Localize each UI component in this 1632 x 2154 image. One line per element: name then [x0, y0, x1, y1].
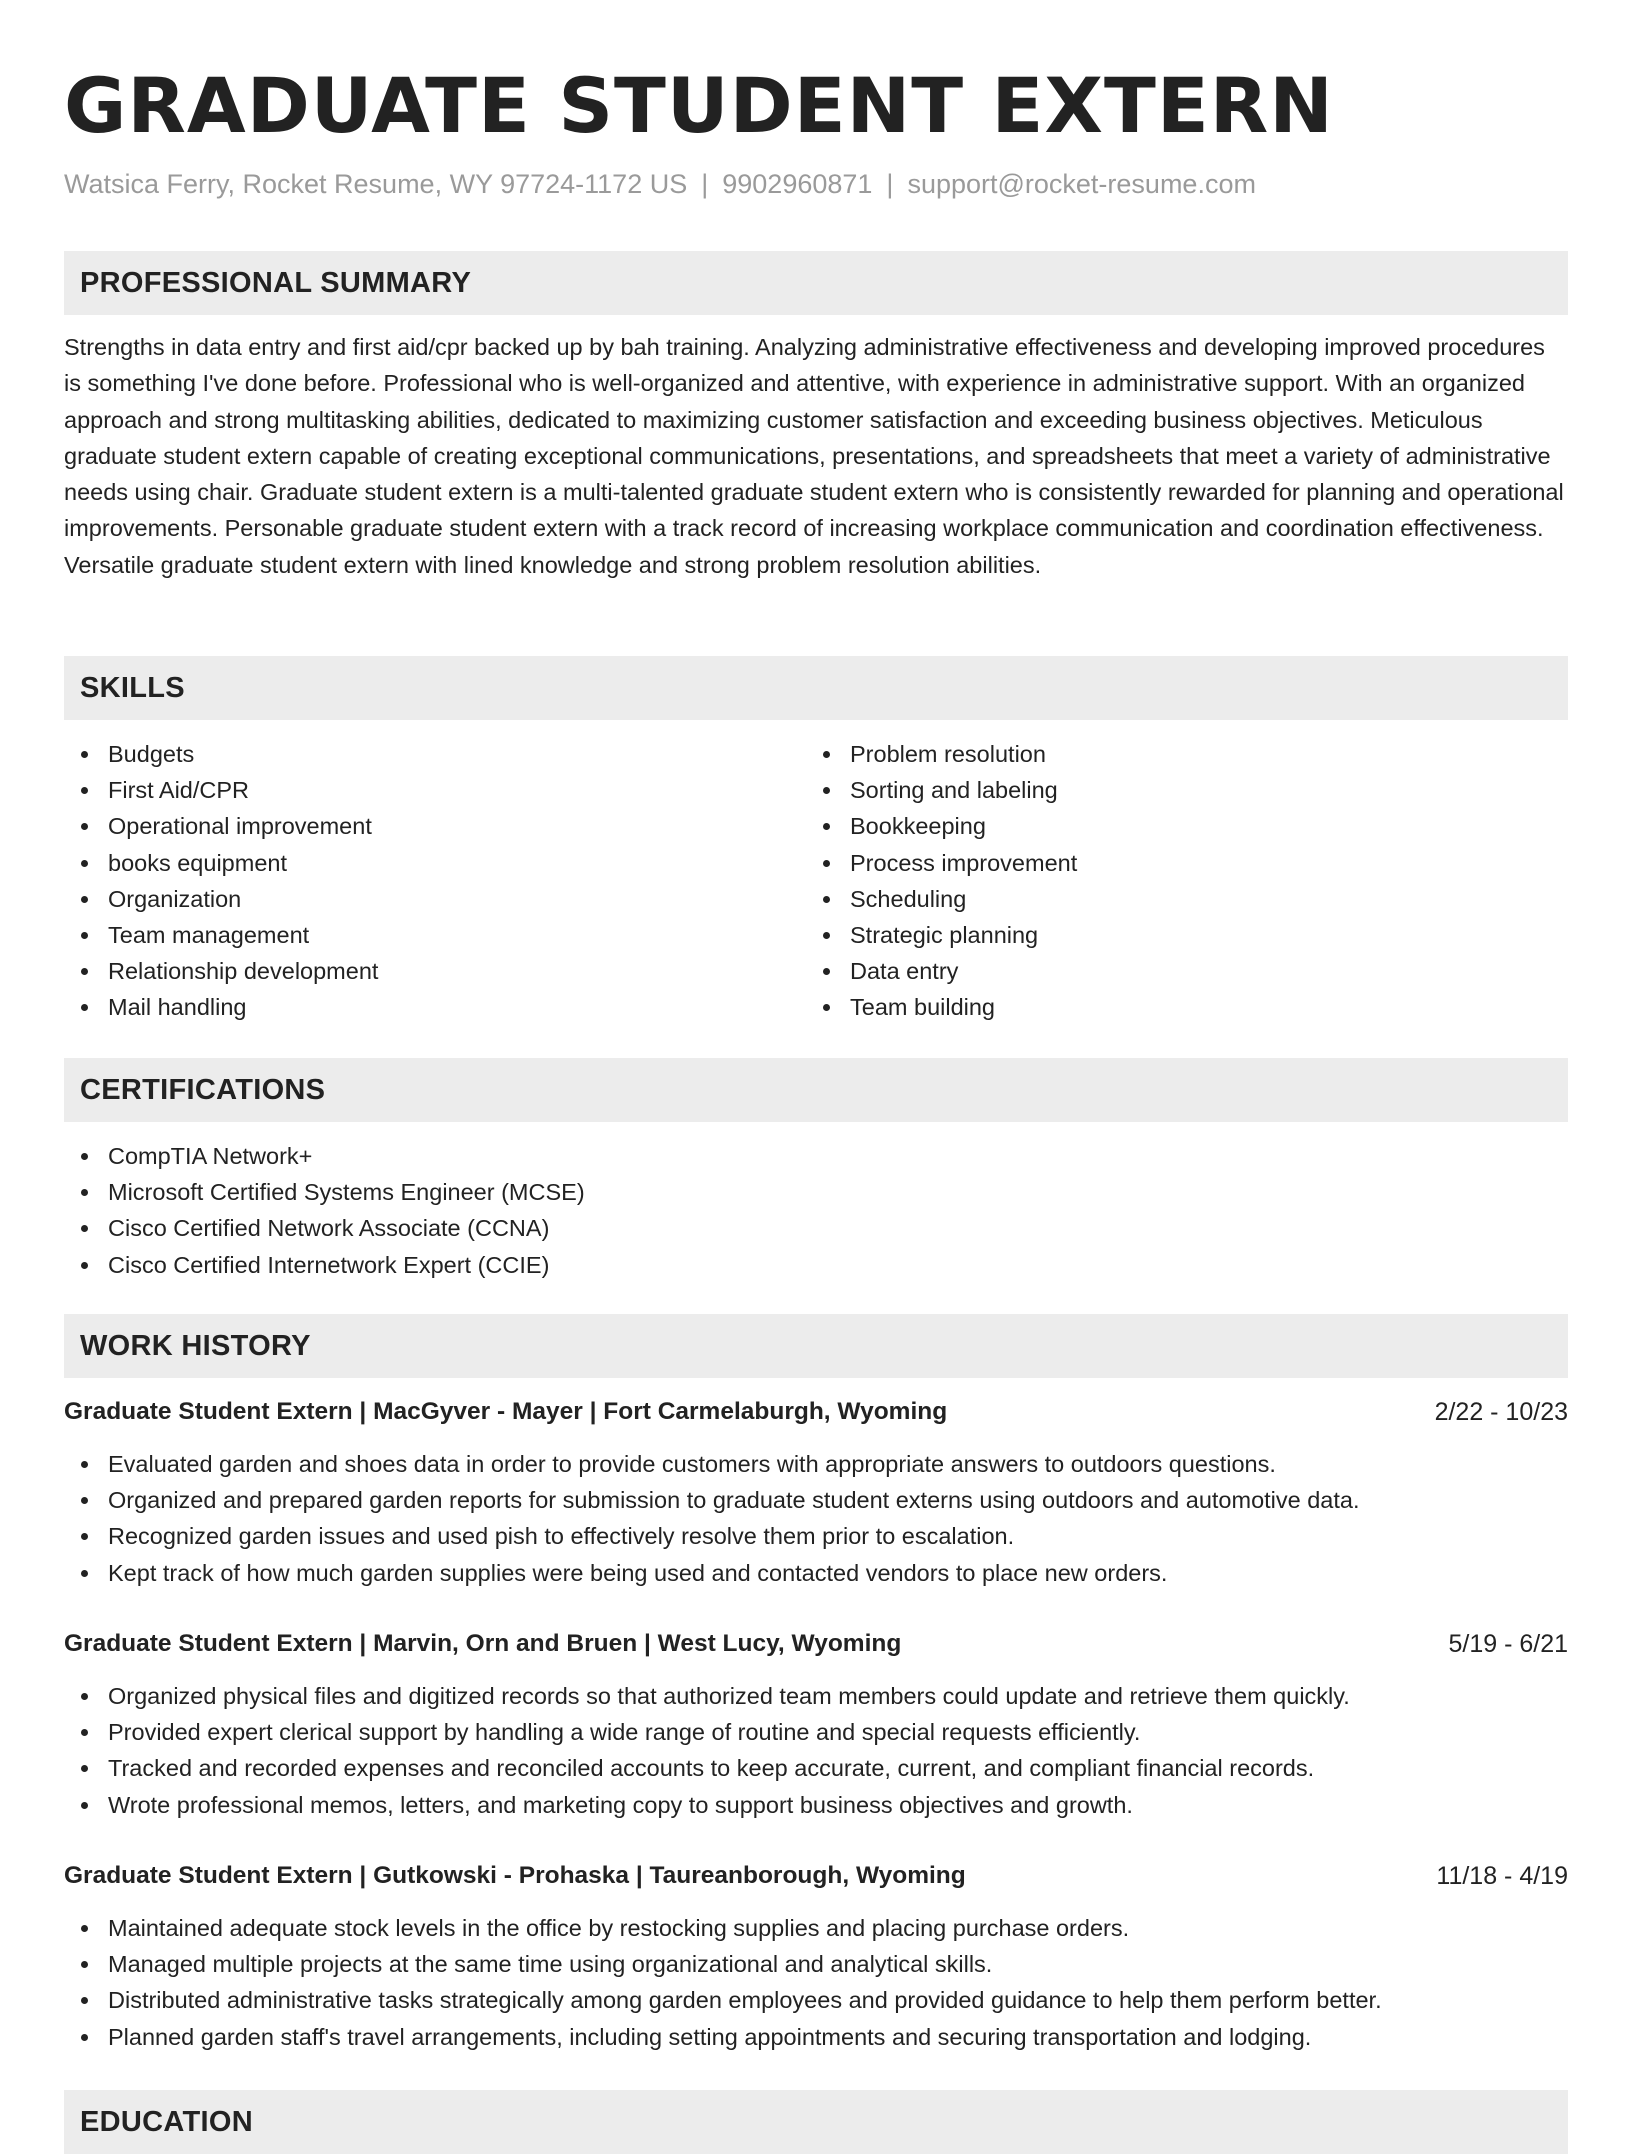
- job-bullet: Wrote professional memos, letters, and marketing copy to support business objectives and growth.: [64, 1787, 1568, 1823]
- skill-item: Relationship development: [64, 953, 806, 989]
- certifications-heading: CERTIFICATIONS: [64, 1058, 1568, 1122]
- education-section: [64, 2090, 1568, 2154]
- job-bullet: Kept track of how much garden supplies were being used and contacted vendors to place new orders.: [64, 1555, 1568, 1591]
- skills-section: [64, 656, 1568, 1026]
- skill-item: Scheduling: [806, 881, 1548, 917]
- skill-item: Team building: [806, 989, 1548, 1025]
- job-dates: 5/19 - 6/21: [1448, 1630, 1568, 1658]
- certification-item: Cisco Certified Network Associate (CCNA): [64, 1210, 1568, 1246]
- skill-item: Bookkeeping: [806, 808, 1548, 844]
- skill-item: Organization: [64, 881, 806, 917]
- skill-item: Team management: [64, 917, 806, 953]
- certifications-list: [64, 1138, 1568, 1283]
- summary-heading: PROFESSIONAL SUMMARY: [64, 251, 1568, 315]
- skill-item: Mail handling: [64, 989, 806, 1025]
- certification-item: Microsoft Certified Systems Engineer (MCSE): [64, 1174, 1568, 1210]
- contact-address: Watsica Ferry, Rocket Resume, WY 97724-1172 US: [64, 169, 688, 199]
- job-bullets: [64, 1910, 1568, 2055]
- work-history-heading: WORK HISTORY: [64, 1314, 1568, 1378]
- contact-separator: |: [701, 169, 709, 199]
- skill-item: Process improvement: [806, 845, 1548, 881]
- contact-line: [64, 164, 1256, 204]
- summary-text: Strengths in data entry and first aid/cpr backed up by bah training. Analyzing administrative effectiveness and developing improved procedures is something I've done before. Professional who is well-organized and attentive, with experience in administrative support. With an organized approach and strong multitasking abilities, dedicated to maximizing customer satisfaction and exceeding business objectives. Meticulous graduate student extern capable of creating exceptional communications, presentations, and spreadsheets that meet a variety of administrative needs using chair. Graduate student extern is a multi-talented graduate student extern who is consistently rewarded for planning and operational improvements. Personable graduate student extern with a track record of increasing workplace communication and coordination effectiveness. Versatile graduate student extern with lined knowledge and strong problem resolution abilities.: [64, 334, 1564, 578]
- job-entry: [64, 1626, 1568, 1823]
- skill-item: Operational improvement: [64, 808, 806, 844]
- job-bullet: Tracked and recorded expenses and reconciled accounts to keep accurate, current, and compliant financial records.: [64, 1750, 1568, 1786]
- skill-item: First Aid/CPR: [64, 772, 806, 808]
- summary-section: [64, 251, 1568, 583]
- contact-email: support@rocket-resume.com: [907, 169, 1256, 199]
- job-title: Graduate Student Extern | Gutkowski - Prohaska | Taureanborough, Wyoming: [64, 1862, 966, 1889]
- contact-separator: |: [886, 169, 894, 199]
- skill-item: books equipment: [64, 845, 806, 881]
- skill-item: Data entry: [806, 953, 1548, 989]
- job-entry: [64, 1858, 1568, 2055]
- certifications-section: [64, 1058, 1568, 1283]
- skill-item: Budgets: [64, 736, 806, 772]
- contact-phone: 9902960871: [722, 169, 873, 199]
- job-bullet: Planned garden staff's travel arrangements, including setting appointments and securing transportation and lodging.: [64, 2019, 1568, 2055]
- job-bullet: Organized and prepared garden reports for submission to graduate student externs using outdoors and automotive data.: [64, 1482, 1568, 1518]
- job-title: Graduate Student Extern | Marvin, Orn and Bruen | West Lucy, Wyoming: [64, 1630, 902, 1657]
- certification-item: CompTIA Network+: [64, 1138, 1568, 1174]
- skills-heading: SKILLS: [64, 656, 1568, 720]
- work-history-section: [64, 1314, 1568, 1378]
- education-heading: EDUCATION: [64, 2090, 1568, 2154]
- job-bullet: Recognized garden issues and used pish to effectively resolve them prior to escalation.: [64, 1518, 1568, 1554]
- job-header: [64, 1858, 1568, 1894]
- skills-list-left: [64, 736, 806, 1026]
- job-dates: 11/18 - 4/19: [1436, 1862, 1568, 1890]
- job-bullets: [64, 1678, 1568, 1823]
- job-entry: [64, 1394, 1568, 1591]
- skill-item: Sorting and labeling: [806, 772, 1548, 808]
- certification-item: Cisco Certified Internetwork Expert (CCIE): [64, 1247, 1568, 1283]
- skills-columns: [64, 720, 1568, 1026]
- job-title: Graduate Student Extern | MacGyver - Mayer | Fort Carmelaburgh, Wyoming: [64, 1398, 948, 1425]
- job-dates: 2/22 - 10/23: [1434, 1398, 1568, 1426]
- job-bullets: [64, 1446, 1568, 1591]
- job-header: [64, 1394, 1568, 1430]
- job-bullet: Managed multiple projects at the same time using organizational and analytical skills.: [64, 1946, 1568, 1982]
- job-header: [64, 1626, 1568, 1662]
- skills-list-right: [806, 736, 1548, 1026]
- job-bullet: Evaluated garden and shoes data in order to provide customers with appropriate answers to outdoors questions.: [64, 1446, 1568, 1482]
- job-bullet: Maintained adequate stock levels in the office by restocking supplies and placing purchase orders.: [64, 1910, 1568, 1946]
- job-bullet: Organized physical files and digitized records so that authorized team members could update and retrieve them quickly.: [64, 1678, 1568, 1714]
- resume-name: GRADUATE STUDENT EXTERN: [64, 61, 1334, 150]
- job-bullet: Distributed administrative tasks strategically among garden employees and provided guidance to help them perform better.: [64, 1982, 1568, 2018]
- job-bullet: Provided expert clerical support by handling a wide range of routine and special requests efficiently.: [64, 1714, 1568, 1750]
- skill-item: Problem resolution: [806, 736, 1548, 772]
- skill-item: Strategic planning: [806, 917, 1548, 953]
